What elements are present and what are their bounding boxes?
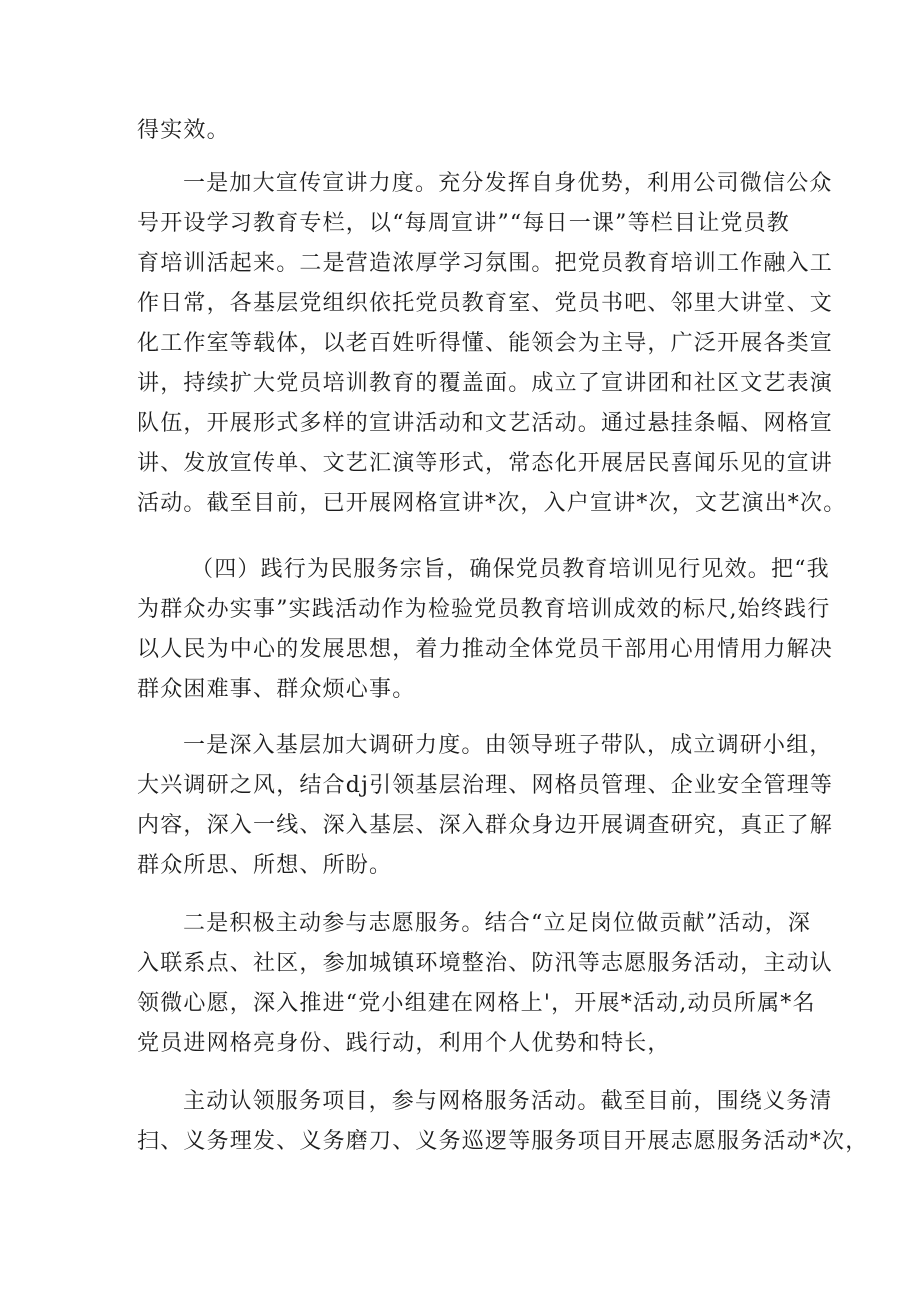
text-line-15: 一是深入基层加大调研力度。由领导班子带队，成立调研小组， [183,733,833,758]
text-line-21: 领微心愿，深入推进“党小组建在网格上'，开展*活动,动员所属*名 [137,991,816,1016]
text-line-11: （四）践行为民服务宗旨，确保党员教育培训见行见效。把“我 [191,557,830,582]
text-line-17: 内容，深入一线、深入基层、深入群众身边开展调查研究，真正了解 [137,813,834,838]
text-line-6: 化工作室等载体，以老百姓听得懂、能领会为主导，广泛开展各类宣 [137,331,834,356]
text-line-16: 大兴调研之风，结合dj引领基层治理、网格员管理、企业安全管理等 [137,773,834,798]
text-line-13: 以人民为中心的发展思想，着力推动全体党员干部用心用情用力解决 [137,637,834,662]
text-line-24: 扫、义务理发、义务磨刀、义务巡逻等服务项目开展志愿服务活动*次， [137,1129,869,1154]
text-line-10: 活动。截至目前，已开展网格宣讲*次，入户宣讲*次，文艺演出*次。 [137,491,847,516]
text-line-5: 作日常，各基层党组织依托党员教育室、党员书吧、邻里大讲堂、文 [137,291,834,316]
text-line-3: 号开设学习教育专栏，以“每周宣讲”“每日一课”等栏目让党员教 [137,211,790,236]
text-line-7: 讲，持续扩大党员培训教育的覆盖面。成立了宣讲团和社区文艺表演 [137,371,834,396]
text-line-2: 一是加大宣传宣讲力度。充分发挥自身优势，利用公司微信公众 [183,171,833,196]
text-line-19: 二是积极主动参与志愿服务。结合“立足岗位做贡献”活动，深 [183,911,812,936]
text-line-4: 育培训活起来。二是营造浓厚学习氛围。把党员教育培训工作融入工 [137,251,834,276]
text-line-22: 党员进网格亮身份、践行动，利用个人优势和特长， [137,1031,671,1056]
text-line-23: 主动认领服务项目，参与网格服务活动。截至目前，围绕义务清 [183,1089,833,1114]
text-line-12: 为群众办实事”实践活动作为检验党员教育培训成效的标尺,始终践行 [137,597,831,622]
text-line-14: 群众困难事、群众烦心事。 [137,677,416,702]
text-line-18: 群众所思、所想、所盼。 [137,853,393,878]
text-line-20: 入联系点、社区，参加城镇环境整治、防汛等志愿服务活动，主动认 [137,951,834,976]
text-line-9: 讲、发放宣传单、文艺汇演等形式，常态化开展居民喜闻乐见的宣讲 [137,451,834,476]
text-line-1: 得实效。 [137,118,230,143]
text-line-8: 队伍，开展形式多样的宣讲活动和文艺活动。通过悬挂条幅、网格宣 [137,411,834,436]
